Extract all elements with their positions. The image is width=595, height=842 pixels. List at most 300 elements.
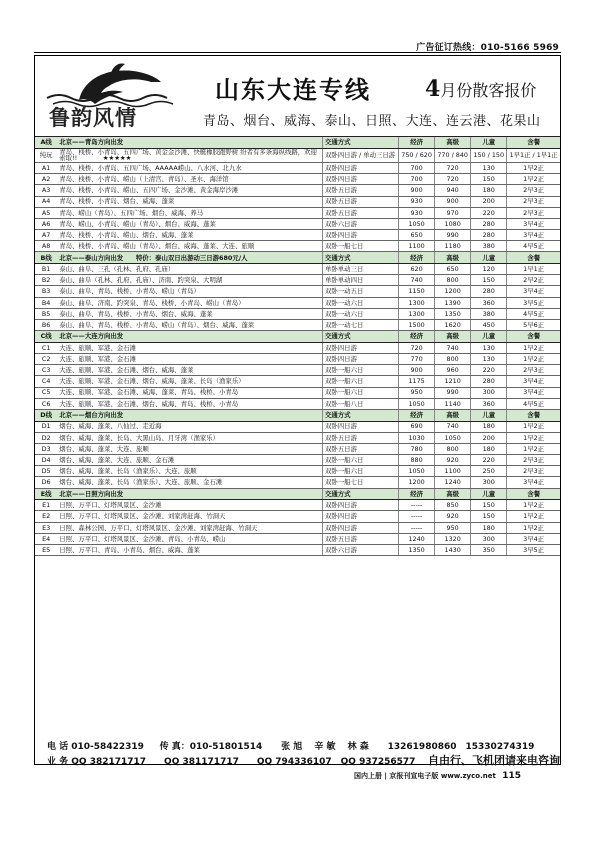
child-price: 150 / 150 bbox=[471, 148, 507, 162]
economy-price: 780 bbox=[399, 443, 435, 454]
economy-price: 1050 bbox=[399, 398, 435, 409]
transport: 双卧四日游 bbox=[323, 162, 399, 173]
table-row bbox=[35, 148, 560, 162]
table-row bbox=[35, 376, 560, 387]
transport: 双卧五日游 bbox=[323, 432, 399, 443]
advanced-price: 920 bbox=[435, 455, 471, 466]
transport: 双卧一船七日 bbox=[323, 241, 399, 252]
child-price: 220 bbox=[471, 207, 507, 218]
route-description: 烟台、威海、蓬莱、长岛、大黑山岛、月牙湾（渔家乐） bbox=[57, 432, 322, 443]
section-header bbox=[35, 331, 560, 343]
table-row bbox=[35, 230, 560, 241]
price-sheet-frame bbox=[34, 55, 561, 765]
header-meals: 含餐 bbox=[507, 409, 560, 421]
table-row bbox=[35, 522, 560, 533]
meals: 3早4正 bbox=[507, 376, 560, 387]
meals: 1早2正 bbox=[507, 174, 560, 185]
advanced-price: 770 / 840 bbox=[435, 148, 471, 162]
transport: 双卧一船六日 bbox=[323, 466, 399, 477]
transport: 双卧四日游 bbox=[323, 353, 399, 364]
advanced-price: 1050 bbox=[435, 432, 471, 443]
route-description: 青岛、崂山、小青岛、崂山（青岛）、烟台、威海、蓬莱 bbox=[57, 218, 322, 229]
child-price: 300 bbox=[471, 387, 507, 398]
child-price: 380 bbox=[471, 308, 507, 319]
child-price: 150 bbox=[471, 500, 507, 511]
meals: 1早2正 bbox=[507, 421, 560, 432]
route-description: 大连、旅顺、军港、金石滩 bbox=[57, 342, 322, 353]
route-description: 烟台、威海、蓬莱、长岛（渔家乐）、大连、旅顺 bbox=[57, 466, 322, 477]
economy-price: 1200 bbox=[399, 477, 435, 488]
child-price: 130 bbox=[471, 162, 507, 173]
meals: 2早3正 bbox=[507, 207, 560, 218]
route-code: D5 bbox=[35, 466, 57, 477]
advanced-price: 920 bbox=[435, 511, 471, 522]
header-meals: 含餐 bbox=[507, 137, 560, 149]
meals: 1早2正 bbox=[507, 443, 560, 454]
route-code: D3 bbox=[35, 443, 57, 454]
advanced-price: 720 bbox=[435, 174, 471, 185]
route-code: D2 bbox=[35, 432, 57, 443]
meals: 2早3正 bbox=[507, 185, 560, 196]
page-number: 115 bbox=[502, 771, 522, 781]
page-footer bbox=[354, 771, 521, 781]
route-description: 泰山、曲阜、济南、趵突泉、青岛、栈桥、小青岛、崂山（青岛） bbox=[57, 297, 322, 308]
table-row bbox=[35, 207, 560, 218]
table-row bbox=[35, 455, 560, 466]
route-code: C3 bbox=[35, 365, 57, 376]
child-price: 150 bbox=[471, 174, 507, 185]
table-row bbox=[35, 353, 560, 364]
table-row bbox=[35, 533, 560, 544]
child-price: 220 bbox=[471, 455, 507, 466]
logo-text: 鲁韵风情 bbox=[49, 105, 137, 130]
economy-price: 1500 bbox=[399, 320, 435, 331]
route-description: 大连、旅顺、军港、金石滩、烟台、威海、蓬莱、长岛（渔家乐） bbox=[57, 376, 322, 387]
transport: 双卧一船六日 bbox=[323, 387, 399, 398]
child-price: 150 bbox=[471, 511, 507, 522]
route-description: 大连、旅顺、军港、金石滩、威海、蓬莱、青岛、栈桥、小青岛 bbox=[57, 387, 322, 398]
meals: 2早3正 bbox=[507, 455, 560, 466]
meals: 3早4正 bbox=[507, 286, 560, 297]
transport: 双卧一动六日 bbox=[323, 297, 399, 308]
route-code: E3 bbox=[35, 522, 57, 533]
route-description: 大连、旅顺、军港、金石滩、烟台、威海、青岛、栈桥、小青岛 bbox=[57, 398, 322, 409]
advanced-price: 960 bbox=[435, 365, 471, 376]
meals: 3早4正 bbox=[507, 230, 560, 241]
child-price: 360 bbox=[471, 398, 507, 409]
header-economy: 经济 bbox=[399, 488, 435, 500]
route-description: 青岛、栈桥、小青岛、崂山（上清宫、青岛）、圣水、海洋馆 bbox=[57, 174, 322, 185]
economy-price: 930 bbox=[399, 207, 435, 218]
advanced-price: 1100 bbox=[435, 466, 471, 477]
transport: 双卧四日游 bbox=[323, 174, 399, 185]
economy-price: 1240 bbox=[399, 533, 435, 544]
route-code: E5 bbox=[35, 544, 57, 555]
transport: 双卧一动七日 bbox=[323, 320, 399, 331]
table-row bbox=[35, 466, 560, 477]
economy-price: ----- bbox=[399, 500, 435, 511]
economy-price: 750 / 620 bbox=[399, 148, 435, 162]
advanced-price: 990 bbox=[435, 230, 471, 241]
page-subtitle bbox=[425, 76, 536, 102]
economy-price: 900 bbox=[399, 365, 435, 376]
advanced-price: 1080 bbox=[435, 218, 471, 229]
contact-tel: 电 话 010-58422319 bbox=[47, 742, 144, 752]
advanced-price: 1430 bbox=[435, 544, 471, 555]
table-row bbox=[35, 544, 560, 555]
economy-price: 1175 bbox=[399, 376, 435, 387]
economy-price: 1300 bbox=[399, 308, 435, 319]
table-row bbox=[35, 421, 560, 432]
advanced-price: 1210 bbox=[435, 376, 471, 387]
advanced-price: 990 bbox=[435, 387, 471, 398]
meals: 3早4正 bbox=[507, 387, 560, 398]
top-rule bbox=[34, 52, 561, 53]
advanced-price: 970 bbox=[435, 207, 471, 218]
route-description: 日照、森林公园、万平口、灯塔风景区、金沙滩、刘家湾赶海、竹洞天 bbox=[57, 522, 322, 533]
contact-phones: 13261980860 15330274319 bbox=[387, 742, 535, 752]
transport: 双卧四日游 bbox=[323, 522, 399, 533]
economy-price: 740 bbox=[399, 275, 435, 286]
meals: 1早2正 bbox=[507, 353, 560, 364]
meals: 1早1正 bbox=[507, 264, 560, 275]
section-title: 北京——日照方向出发 bbox=[57, 488, 322, 500]
transport: 双卧五日游 bbox=[323, 207, 399, 218]
transport: 单卧单动四日 bbox=[323, 275, 399, 286]
table-row bbox=[35, 443, 560, 454]
header-economy: 经济 bbox=[399, 137, 435, 149]
hotline: 广告征订热线：010-5166 5969 bbox=[416, 43, 559, 53]
route-description: 泰山、曲阜、三孔（孔林、孔府、孔庙） bbox=[57, 264, 322, 275]
economy-price: 720 bbox=[399, 342, 435, 353]
header-economy: 经济 bbox=[399, 252, 435, 264]
contact-qq: 业 务 QQ 382171717 QQ 381171717 QQ 794336107 QQ 937256577 bbox=[47, 757, 416, 767]
route-code: C2 bbox=[35, 353, 57, 364]
route-code: C6 bbox=[35, 398, 57, 409]
header-transport: 交通方式 bbox=[323, 488, 399, 500]
economy-price: 650 bbox=[399, 230, 435, 241]
section-label: D线 bbox=[35, 409, 57, 421]
route-code: B3 bbox=[35, 286, 57, 297]
economy-price: 700 bbox=[399, 174, 435, 185]
table-row bbox=[35, 365, 560, 376]
route-description: 泰山、曲阜、青岛、栈桥、小青岛、崂山（青岛） bbox=[57, 286, 322, 297]
header-transport: 交通方式 bbox=[323, 331, 399, 343]
advanced-price: 650 bbox=[435, 264, 471, 275]
economy-price: 880 bbox=[399, 455, 435, 466]
section-header bbox=[35, 409, 560, 421]
header-meals: 含餐 bbox=[507, 252, 560, 264]
economy-price: 1150 bbox=[399, 286, 435, 297]
advanced-price: 850 bbox=[435, 500, 471, 511]
header-advanced: 高级 bbox=[435, 409, 471, 421]
transport: 单卧单动三日 bbox=[323, 264, 399, 275]
advanced-price: 940 bbox=[435, 185, 471, 196]
route-code: A5 bbox=[35, 207, 57, 218]
economy-price: 700 bbox=[399, 162, 435, 173]
contact-fax: 传 真：010-51801514 bbox=[159, 742, 263, 752]
meals: 3早5正 bbox=[507, 297, 560, 308]
table-row bbox=[35, 320, 560, 331]
route-description: 泰山、曲阜、青岛、栈桥、小青岛、崂山（青岛）、烟台、威海、蓬莱 bbox=[57, 320, 322, 331]
route-description: 日照、万平口、灯塔风景区、金沙滩 bbox=[57, 500, 322, 511]
route-description: 青岛、栈桥、小青岛、崂山、烟台、威海、蓬莱 bbox=[57, 230, 322, 241]
transport: 双卧一船六日 bbox=[323, 455, 399, 466]
section-label: A线 bbox=[35, 137, 57, 149]
child-price: 280 bbox=[471, 286, 507, 297]
child-price: 220 bbox=[471, 365, 507, 376]
meals: 1早1正 / 1早1正 bbox=[507, 148, 560, 162]
child-price: 300 bbox=[471, 533, 507, 544]
child-price: 150 bbox=[471, 275, 507, 286]
meals: 3早4正 bbox=[507, 533, 560, 544]
economy-price: 690 bbox=[399, 421, 435, 432]
transport: 双卧一动五日 bbox=[323, 286, 399, 297]
route-code: D1 bbox=[35, 421, 57, 432]
table-row bbox=[35, 432, 560, 443]
header-transport: 交通方式 bbox=[323, 409, 399, 421]
child-price: 450 bbox=[471, 320, 507, 331]
advanced-price: 740 bbox=[435, 342, 471, 353]
advanced-price: 1140 bbox=[435, 398, 471, 409]
meals: 2早3正 bbox=[507, 466, 560, 477]
economy-price: 1100 bbox=[399, 241, 435, 252]
section-title: 北京——大连方向出发 bbox=[57, 331, 322, 343]
route-code: C5 bbox=[35, 387, 57, 398]
route-description: 烟台、威海、蓬莱、八仙过、走近海 bbox=[57, 421, 322, 432]
table-row bbox=[35, 308, 560, 319]
advanced-price: 1350 bbox=[435, 308, 471, 319]
header-meals: 含餐 bbox=[507, 488, 560, 500]
route-description: 烟台、威海、蓬莱、大连、旅顺 bbox=[57, 443, 322, 454]
route-code: A2 bbox=[35, 174, 57, 185]
table-row bbox=[35, 500, 560, 511]
table-row bbox=[35, 297, 560, 308]
child-price: 200 bbox=[471, 196, 507, 207]
advanced-price: 950 bbox=[435, 522, 471, 533]
meals: 1早2正 bbox=[507, 162, 560, 173]
header-transport: 交通方式 bbox=[323, 252, 399, 264]
advanced-price: 740 bbox=[435, 421, 471, 432]
route-code: B6 bbox=[35, 320, 57, 331]
transport: 双卧六日游 bbox=[323, 218, 399, 229]
child-price: 280 bbox=[471, 230, 507, 241]
header-economy: 经济 bbox=[399, 409, 435, 421]
contact-line-2 bbox=[47, 752, 560, 768]
transport: 双卧四日游 bbox=[323, 230, 399, 241]
section-label: C线 bbox=[35, 331, 57, 343]
route-code: B4 bbox=[35, 297, 57, 308]
meals: 4早5正 bbox=[507, 308, 560, 319]
transport: 双卧一船六日 bbox=[323, 365, 399, 376]
transport: 双卧六日游 bbox=[323, 544, 399, 555]
transport: 双卧五日游 bbox=[323, 533, 399, 544]
footer-text: 国内上册 | 京报刊宣电子版 www.zyco.net bbox=[354, 772, 496, 780]
section-title: 北京——泰山方向出发 特价：泰山双日出游动三日游680元/人 bbox=[57, 252, 322, 264]
child-price: 280 bbox=[471, 376, 507, 387]
route-description: 泰山、曲阜、青岛、栈桥、小青岛、烟台、威海、蓬莱 bbox=[57, 308, 322, 319]
economy-price: 930 bbox=[399, 196, 435, 207]
route-code: E2 bbox=[35, 511, 57, 522]
meals: 5早6正 bbox=[507, 320, 560, 331]
meals: 3早4正 bbox=[507, 218, 560, 229]
subtitle-rest: 月份散客报价 bbox=[440, 81, 537, 100]
table-row bbox=[35, 196, 560, 207]
child-price: 120 bbox=[471, 264, 507, 275]
table-row bbox=[35, 387, 560, 398]
section-header bbox=[35, 488, 560, 500]
economy-price: ----- bbox=[399, 511, 435, 522]
economy-price: 1350 bbox=[399, 544, 435, 555]
route-description: 日照、万平口、青岛、小青岛、烟台、威海、蓬莱 bbox=[57, 544, 322, 555]
child-price: 380 bbox=[471, 241, 507, 252]
table-row bbox=[35, 511, 560, 522]
meals: 4早5正 bbox=[507, 398, 560, 409]
economy-price: 770 bbox=[399, 353, 435, 364]
route-code: 纯玩 bbox=[35, 148, 57, 162]
route-code: C4 bbox=[35, 376, 57, 387]
route-description: 日照、万平口、灯塔风景区、金沙滩、刘家湾赶海、竹洞天 bbox=[57, 511, 322, 522]
contact-names: 张 旭 辛 敏 林 森 bbox=[281, 742, 369, 752]
economy-price: 1030 bbox=[399, 432, 435, 443]
meals: 2早3正 bbox=[507, 196, 560, 207]
header-child: 儿童 bbox=[471, 252, 507, 264]
child-price: 180 bbox=[471, 443, 507, 454]
economy-price: 1050 bbox=[399, 218, 435, 229]
meals: 1早2正 bbox=[507, 432, 560, 443]
child-price: 180 bbox=[471, 522, 507, 533]
section-title: 北京——烟台方向出发 bbox=[57, 409, 322, 421]
route-description: 烟台、威海、蓬莱、大连、旅顺、金石滩 bbox=[57, 455, 322, 466]
advanced-price: 1390 bbox=[435, 297, 471, 308]
table-row bbox=[35, 218, 560, 229]
route-code: A6 bbox=[35, 218, 57, 229]
advanced-price: 900 bbox=[435, 196, 471, 207]
economy-price: 1050 bbox=[399, 466, 435, 477]
contact-line-1 bbox=[47, 739, 534, 752]
meals: 1早2正 bbox=[507, 511, 560, 522]
transport: 双卧五日游 bbox=[323, 185, 399, 196]
subtitle-month: 4 bbox=[425, 76, 441, 102]
header-child: 儿童 bbox=[471, 137, 507, 149]
transport: 双卧四日游 bbox=[323, 500, 399, 511]
transport: 双卧五日游 bbox=[323, 443, 399, 454]
header-advanced: 高级 bbox=[435, 331, 471, 343]
child-price: 350 bbox=[471, 544, 507, 555]
economy-price: ----- bbox=[399, 522, 435, 533]
route-description: 青岛、栈桥、小青岛、五四广场、AAAAA崂山、八水河、北九水 bbox=[57, 162, 322, 173]
meals: 2早2正 bbox=[507, 275, 560, 286]
table-row bbox=[35, 174, 560, 185]
economy-price: 1300 bbox=[399, 297, 435, 308]
header-child: 儿童 bbox=[471, 331, 507, 343]
route-code: A8 bbox=[35, 241, 57, 252]
advanced-price: 800 bbox=[435, 443, 471, 454]
route-description: 烟台、威海、蓬莱、长岛（渔家乐）、大连、旅顺、金石滩 bbox=[57, 477, 322, 488]
transport: 双卧五日游 bbox=[323, 196, 399, 207]
route-code: B1 bbox=[35, 264, 57, 275]
child-price: 180 bbox=[471, 185, 507, 196]
section-header bbox=[35, 137, 560, 149]
table-row bbox=[35, 264, 560, 275]
transport: 双卧一动六日 bbox=[323, 308, 399, 319]
transport: 双卧四日游 bbox=[323, 511, 399, 522]
child-price: 200 bbox=[471, 432, 507, 443]
section-title: 北京——青岛方向出发 bbox=[57, 137, 322, 149]
section-label: E线 bbox=[35, 488, 57, 500]
header-child: 儿童 bbox=[471, 488, 507, 500]
advanced-price: 1620 bbox=[435, 320, 471, 331]
advanced-price: 1200 bbox=[435, 286, 471, 297]
transport: 双卧一船六日 bbox=[323, 376, 399, 387]
logo bbox=[39, 60, 189, 130]
transport: 双卧四日游 / 单动三日游 bbox=[323, 148, 399, 162]
meals: 4早5正 bbox=[507, 241, 560, 252]
economy-price: 950 bbox=[399, 387, 435, 398]
route-description: 青岛、栈桥、小青岛、烟台、威海、蓬莱 bbox=[57, 196, 322, 207]
meals: 1早2正 bbox=[507, 500, 560, 511]
advanced-price: 1320 bbox=[435, 533, 471, 544]
child-price: 250 bbox=[471, 466, 507, 477]
table-row bbox=[35, 398, 560, 409]
cities-list: 青岛、烟台、威海、泰山、日照、大连、连云港、花果山 bbox=[203, 114, 541, 129]
economy-price: 620 bbox=[399, 264, 435, 275]
header-economy: 经济 bbox=[399, 331, 435, 343]
advanced-price: 1240 bbox=[435, 477, 471, 488]
header-meals: 含餐 bbox=[507, 331, 560, 343]
table-row bbox=[35, 342, 560, 353]
meals: 1早2正 bbox=[507, 342, 560, 353]
route-code: D6 bbox=[35, 477, 57, 488]
header-transport: 交通方式 bbox=[323, 137, 399, 149]
transport: 双卧一船七日 bbox=[323, 477, 399, 488]
table-row bbox=[35, 162, 560, 173]
meals: 3早5正 bbox=[507, 544, 560, 555]
advanced-price: 800 bbox=[435, 353, 471, 364]
transport: 双卧四日游 bbox=[323, 421, 399, 432]
advanced-price: 720 bbox=[435, 162, 471, 173]
route-description: 青岛、崂山（青岛）、五四广场、烟台、威海、养马 bbox=[57, 207, 322, 218]
route-description: 大连、旅顺、军港、金石滩、烟台、威海、蓬莱 bbox=[57, 365, 322, 376]
header-advanced: 高级 bbox=[435, 252, 471, 264]
advanced-price: 1180 bbox=[435, 241, 471, 252]
meals: 3早4正 bbox=[507, 477, 560, 488]
table-row bbox=[35, 275, 560, 286]
route-description: 大连、旅顺、军港、金石滩 bbox=[57, 353, 322, 364]
route-code: A1 bbox=[35, 162, 57, 173]
child-price: 130 bbox=[471, 353, 507, 364]
route-code: A3 bbox=[35, 185, 57, 196]
table-row bbox=[35, 477, 560, 488]
child-price: 300 bbox=[471, 477, 507, 488]
route-description: 青岛、栈桥、小青岛、五四广场、黄金金沙滩、快艇橡胶跑野树 纷者有多条海纵线路，欢迎索取!! ★★★★★ bbox=[57, 148, 322, 162]
table-row bbox=[35, 286, 560, 297]
route-code: A7 bbox=[35, 230, 57, 241]
route-code: A4 bbox=[35, 196, 57, 207]
child-price: 130 bbox=[471, 342, 507, 353]
header-advanced: 高级 bbox=[435, 488, 471, 500]
transport: 双卧四日游 bbox=[323, 342, 399, 353]
meals: 1早2正 bbox=[507, 522, 560, 533]
route-description: 青岛、栈桥、小青岛、崂山（青岛）、烟台、威海、蓬莱、大连、旅顺 bbox=[57, 241, 322, 252]
economy-price: 900 bbox=[399, 185, 435, 196]
route-description: 日照、万平口、灯塔风景区、金沙滩、青岛、小青岛、崂山 bbox=[57, 533, 322, 544]
transport: 双卧一船八日 bbox=[323, 398, 399, 409]
route-code: E1 bbox=[35, 500, 57, 511]
route-code: D4 bbox=[35, 455, 57, 466]
page-title: 山东大连专线 bbox=[215, 75, 371, 104]
child-price: 360 bbox=[471, 297, 507, 308]
